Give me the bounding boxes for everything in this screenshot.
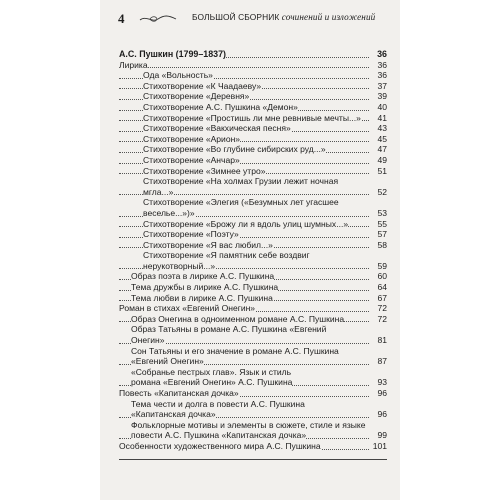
toc-entry-title: Стихотворение «К Чаадаеву» xyxy=(143,80,262,91)
toc-entry-title: Особенности художественного мира А.С. Пушкина xyxy=(119,440,321,451)
toc-entry-title: нерукотворный...» xyxy=(143,260,216,271)
toc-entry xyxy=(119,420,387,441)
toc-entry xyxy=(119,113,387,124)
toc-entry-title: Тема любви в лирике А.С. Пушкина xyxy=(131,292,273,303)
toc-entry-page: 39 xyxy=(377,91,387,102)
toc-entry-page: 45 xyxy=(377,133,387,144)
toc-entry-title: Стихотворение А.С. Пушкина «Демон» xyxy=(143,101,298,112)
toc-entry-title: Стихотворение «Простишь ли мне ревнивые мечты...» xyxy=(143,112,361,123)
toc-entry-title: Образ поэта в лирике А.С. Пушкина xyxy=(131,271,275,282)
toc-entry-page: 93 xyxy=(377,377,387,388)
toc-entry-title: Фольклорные мотивы и элементы в сюжете, стиле и языке xyxy=(131,419,366,430)
toc-entry-title: повести А.С. Пушкина «Капитанская дочка» xyxy=(131,430,307,441)
toc-entry xyxy=(119,293,387,304)
toc-entry xyxy=(119,303,387,314)
toc-entry-page: 51 xyxy=(377,165,387,176)
toc-entry-title: Сон Татьяны и его значение в романе А.С. Пушкина xyxy=(131,345,339,356)
toc-entry-page: 36 xyxy=(377,59,387,70)
toc-entry-title: Онегин» xyxy=(131,335,165,346)
toc-entry-title: «Собранье пестрых глав». Язык и стиль xyxy=(131,366,292,377)
toc-entry xyxy=(119,144,387,155)
toc-entry-title: Стихотворение «На холмах Грузии лежит ночная мгла...» xyxy=(143,176,339,197)
toc-entry-page: 64 xyxy=(377,282,387,293)
toc-entry-title: Стихотворение «Вакхическая песня» xyxy=(143,123,291,134)
toc-entry-title: Стихотворение «Зимнее утро» xyxy=(143,165,266,176)
toc-entry-title: «Евгений Онегин» xyxy=(131,356,204,367)
toc-entry xyxy=(119,240,387,251)
toc-entry xyxy=(119,250,387,271)
toc-entry-page: 96 xyxy=(377,409,387,420)
toc-entry xyxy=(119,441,387,452)
toc-entry xyxy=(119,134,387,145)
toc-entry-page: 72 xyxy=(377,313,387,324)
toc-entry xyxy=(119,346,387,367)
toc-entry xyxy=(119,314,387,325)
toc-entry-title: Стихотворение «Я вас любил...» xyxy=(143,239,273,250)
toc-entry xyxy=(119,324,387,345)
toc-entry-page: 37 xyxy=(377,80,387,91)
toc-entry-page: 40 xyxy=(377,101,387,112)
toc-entry xyxy=(119,70,387,81)
running-head-caps: БОЛЬШОЙ СБОРНИК xyxy=(192,12,280,22)
toc-entry-title: Стихотворение «Деревня» xyxy=(143,91,250,102)
toc-entry xyxy=(119,219,387,230)
toc-entry-page: 55 xyxy=(377,218,387,229)
toc-entry-page: 87 xyxy=(377,356,387,367)
toc-entry-page: 49 xyxy=(377,154,387,165)
toc-entry xyxy=(119,229,387,240)
toc-entry-page: 47 xyxy=(377,144,387,155)
toc-entry-title: Лирика xyxy=(119,59,148,70)
toc-entry-title: веселье...»)» xyxy=(143,207,195,218)
toc-entry xyxy=(119,91,387,102)
toc-entry-page: 57 xyxy=(377,229,387,240)
toc-entry-title: Роман в стихах «Евгений Онегин» xyxy=(119,303,256,314)
toc-entry-title: Стихотворение «Арион» xyxy=(143,133,241,144)
toc-entry-page: 67 xyxy=(377,292,387,303)
toc-entry-title: Стихотворение «Я памятник себе воздвиг xyxy=(143,250,310,261)
table-of-contents xyxy=(119,49,387,452)
toc-entry-page: 59 xyxy=(377,260,387,271)
toc-entry xyxy=(119,176,387,197)
toc-entry-page: 99 xyxy=(377,430,387,441)
toc-entry-title: Стихотворение «Во глубине сибирских руд...» xyxy=(143,144,326,155)
ornament-icon xyxy=(138,13,178,25)
toc-entry xyxy=(119,60,387,71)
toc-entry xyxy=(119,155,387,166)
toc-entry-page: 36 xyxy=(377,70,387,81)
toc-entry-page: 36 xyxy=(377,49,387,59)
toc-entry-title: Тема чести и долга в повести А.С. Пушкина xyxy=(131,398,305,409)
toc-entry-page: 58 xyxy=(377,239,387,250)
toc-entry xyxy=(119,166,387,177)
toc-entry-page: 52 xyxy=(377,186,387,197)
toc-entry-title: Образ Онегина в одноименном романе А.С. Пушкина xyxy=(131,313,345,324)
toc-entry xyxy=(119,49,387,60)
running-head-italic: сочинений и изложений xyxy=(281,12,376,22)
toc-entry-title: Стихотворение «Элегия («Безумных лет угасшее xyxy=(143,197,339,208)
toc-entry-page: 43 xyxy=(377,123,387,134)
toc-entry xyxy=(119,271,387,282)
toc-entry-title: Образ Татьяны в романе А.С. Пушкина «Евгений xyxy=(131,324,327,335)
toc-entry-title: Стихотворение «Анчар» xyxy=(143,154,240,165)
toc-entry-page: 53 xyxy=(377,207,387,218)
toc-entry-page: 101 xyxy=(372,440,387,451)
toc-entry-title: Стихотворение «Поэту» xyxy=(143,229,239,240)
toc-entry-title: Повесть «Капитанская дочка» xyxy=(119,388,239,398)
toc-entry-title: Стихотворение «Брожу ли я вдоль улиц шумных...» xyxy=(143,218,349,229)
bottom-rule xyxy=(119,459,387,460)
toc-entry-title: романа «Евгений Онегин» А.С. Пушкина xyxy=(131,377,293,388)
page-number: 4 xyxy=(118,11,125,26)
toc-entry-page: 60 xyxy=(377,271,387,282)
toc-entry-page: 81 xyxy=(377,335,387,346)
toc-entry xyxy=(119,399,387,420)
toc-entry-title: «Капитанская дочка» xyxy=(131,409,216,420)
toc-entry-title: А.С. Пушкин (1799–1837) xyxy=(119,49,226,59)
toc-entry xyxy=(119,197,387,218)
toc-entry xyxy=(119,81,387,92)
toc-entry xyxy=(119,102,387,113)
toc-entry-page: 41 xyxy=(377,112,387,123)
toc-entry-page: 72 xyxy=(377,303,387,314)
toc-entry xyxy=(119,367,387,388)
toc-entry xyxy=(119,123,387,134)
running-head xyxy=(192,12,375,22)
toc-entry xyxy=(119,388,387,399)
toc-entry-title: Тема дружбы в лирике А.С. Пушкина xyxy=(131,282,279,293)
toc-entry-title: Ода «Вольность» xyxy=(143,70,213,81)
toc-entry xyxy=(119,282,387,293)
toc-entry-page: 96 xyxy=(377,388,387,398)
